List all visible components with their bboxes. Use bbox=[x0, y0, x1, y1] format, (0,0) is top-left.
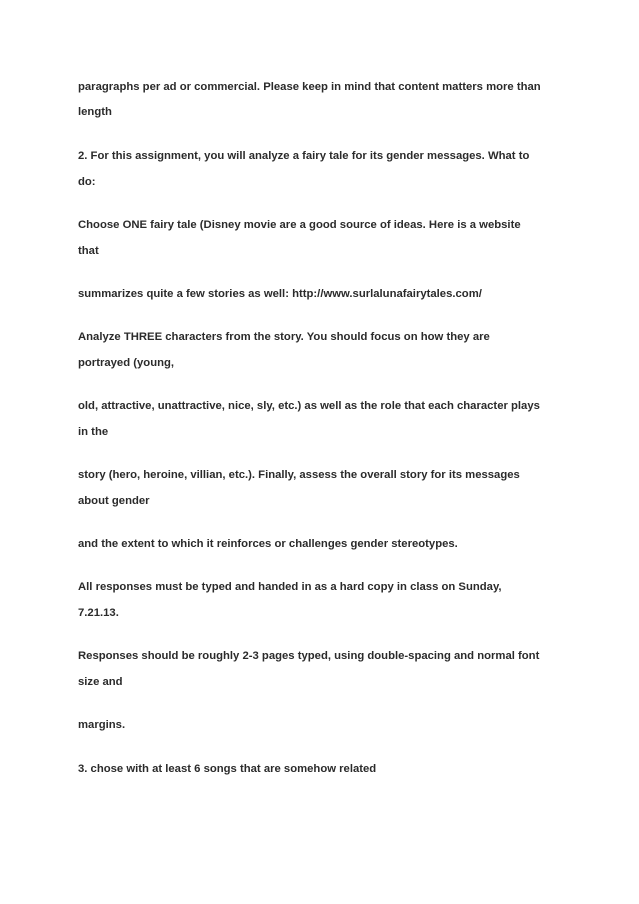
text-line: portrayed (young, bbox=[78, 357, 175, 369]
text-line: 2. For this assignment, you will analyze a fairy tale for its gender messages. What to bbox=[78, 150, 530, 162]
text-line: All responses must be typed and handed in as a hard copy in class on Sunday, bbox=[78, 581, 502, 593]
text-line: about gender bbox=[78, 495, 150, 507]
text-line: and the extent to which it reinforces or challenges gender stereotypes. bbox=[78, 538, 458, 550]
text-line: story (hero, heroine, villian, etc.). Finally, assess the overall story for its messages bbox=[78, 469, 520, 481]
text-line: margins. bbox=[78, 719, 126, 731]
text-line: old, attractive, unattractive, nice, sly, etc.) as well as the role that each character plays bbox=[78, 400, 540, 412]
text-line: do: bbox=[78, 176, 96, 188]
text-line: size and bbox=[78, 676, 123, 688]
text-line: in the bbox=[78, 426, 109, 438]
text-line: 7.21.13. bbox=[78, 607, 119, 619]
text-line: summarizes quite a few stories as well: http://www.surlalunafairytales.com/ bbox=[78, 288, 482, 300]
text-line: Responses should be roughly 2-3 pages typed, using double-spacing and normal font bbox=[78, 650, 540, 662]
text-line: that bbox=[78, 245, 99, 257]
text-line: 3. chose with at least 6 songs that are somehow related bbox=[78, 763, 377, 775]
text-line: Choose ONE fairy tale (Disney movie are a good source of ideas. Here is a website bbox=[78, 219, 521, 231]
text-line: Analyze THREE characters from the story. You should focus on how they are bbox=[78, 331, 490, 343]
text-line: length bbox=[78, 106, 112, 118]
text-line: paragraphs per ad or commercial. Please keep in mind that content matters more than bbox=[78, 81, 541, 93]
